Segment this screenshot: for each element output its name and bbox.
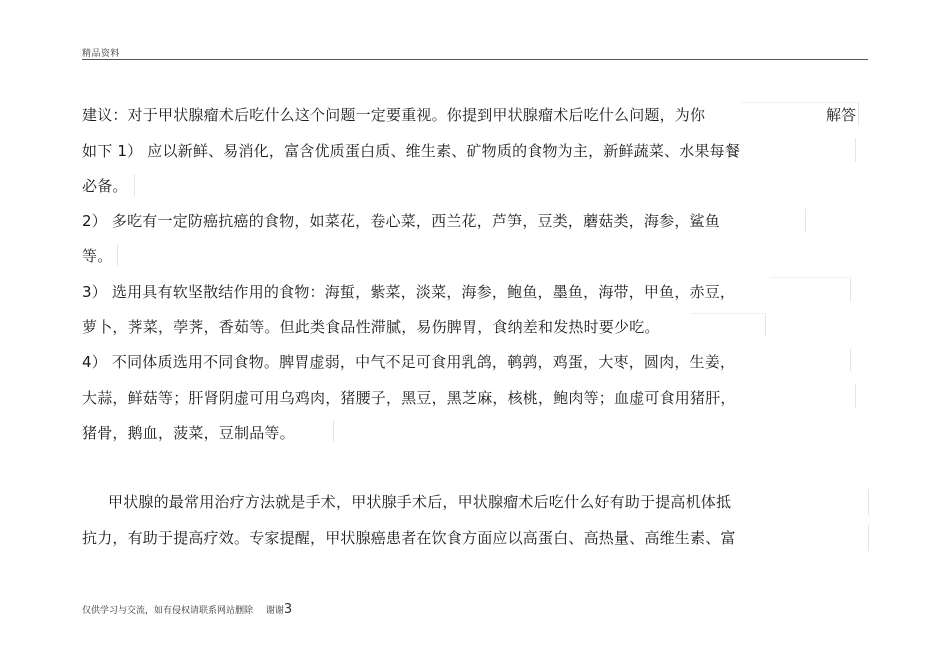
body-line-1-right: 解答 <box>826 106 857 124</box>
header-label: 精品资料 <box>82 49 121 59</box>
guide-line <box>117 244 118 266</box>
guide-line <box>805 209 806 233</box>
body-line-2: 如下 1） 应以新鲜、易消化，富含优质蛋白质、维生素、矿物质的食物为主，新鲜蔬菜、水果每餐 <box>82 142 741 160</box>
body-line-8: 4） 不同体质选用不同食物。脾胃虚弱，中气不足可食用乳鸽，鹌鹑，鸡蛋，大枣，圆肉，生姜， <box>82 353 736 371</box>
guide-line <box>855 138 856 162</box>
body-line-9: 大蒜，鲜菇等；肝肾阴虚可用乌鸡肉，猪腰子，黑豆，黑芝麻，核桃，鲍肉等；血虚可食用猪肝， <box>82 389 736 407</box>
page-number: 3 <box>283 602 293 617</box>
guide-line <box>134 174 135 196</box>
body-line-4: 2） 多吃有一定防癌抗癌的食物，如菜花，卷心菜，西兰花，芦笋，豆类，蘑菇类，海参，鲨鱼 <box>82 212 720 230</box>
body-line-12: 抗力，有助于提高疗效。专家提醒，甲状腺癌患者在饮食方面应以高蛋白、高热量、高维生素、富 <box>82 529 736 547</box>
body-line-10: 猪骨，鹅血，菠菜，豆制品等。 <box>82 424 295 442</box>
guide-line <box>858 102 859 126</box>
body-line-6: 3） 选用具有软坚散结作用的食物：海蜇，紫菜，淡菜，海参，鲍鱼，墨鱼，海带，甲鱼，赤豆， <box>82 283 736 301</box>
guide-line <box>855 384 856 408</box>
guide-line <box>690 313 765 314</box>
guide-line <box>765 314 766 336</box>
guide-line <box>770 277 850 278</box>
body-line-1: 建议：对于甲状腺瘤术后吃什么这个问题一定要重视。你提到甲状腺瘤术后吃什么问题，为你 <box>82 106 706 124</box>
body-line-7: 萝卜，荠菜，荸荠，香茹等。但此类食品性滞腻，易伤脾胃，食纳差和发热时要少吃。 <box>82 318 660 336</box>
guide-line <box>850 278 851 302</box>
guide-line <box>741 102 859 103</box>
footer <box>82 602 292 617</box>
body-line-5: 等。 <box>82 247 113 265</box>
body-line-3: 必备。 <box>82 177 128 195</box>
header-rule <box>82 59 868 60</box>
footer-thanks-page <box>265 602 293 617</box>
guide-line <box>868 489 869 515</box>
guide-line <box>850 349 851 371</box>
body-line-11: 甲状腺的最常用治疗方法就是手术，甲状腺手术后，甲状腺瘤术后吃什么好有助于提高机体抵 <box>108 493 732 511</box>
footer-text: 仅供学习与交流，如有侵权请联系网站删除 <box>82 606 254 616</box>
guide-line <box>868 525 869 551</box>
footer-thanks: 谢谢 <box>265 606 284 616</box>
guide-line <box>333 420 334 442</box>
